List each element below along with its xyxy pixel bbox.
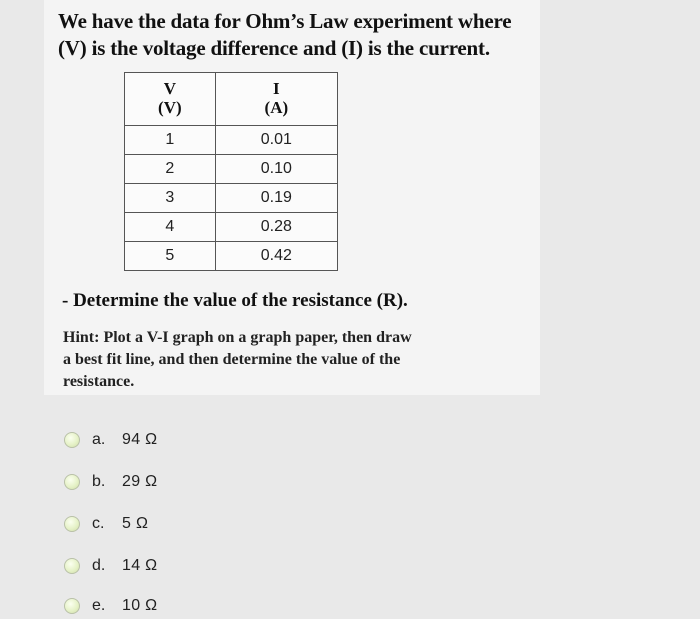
option-b[interactable] [64,469,157,495]
option-letter: d. [92,557,106,574]
header-voltage-unit: (V) [158,98,182,117]
table-row [125,242,338,271]
radio-button[interactable] [64,474,80,490]
table-row [125,155,338,184]
task-determine: - Determine the value of the resistance (R). [62,290,408,311]
table-row [125,184,338,213]
option-text: 94 Ω [122,431,158,448]
data-table [124,72,338,271]
option-letter: a. [92,431,106,448]
option-d[interactable] [64,553,157,579]
header-current [215,73,337,126]
option-text: 29 Ω [122,473,158,490]
table-row [125,126,338,155]
option-text: 14 Ω [122,557,158,574]
cell-current: 0.19 [215,184,337,213]
question-text: We have the data for Ohm’s Law experiment where (V) is the voltage difference and (I) is the current. [58,9,512,60]
cell-voltage: 1 [125,126,216,155]
cell-current: 0.42 [215,242,337,271]
radio-button[interactable] [64,432,80,448]
option-a[interactable] [64,427,157,453]
header-voltage-symbol: V [163,79,176,98]
cell-voltage: 4 [125,213,216,242]
option-letter: e. [92,597,106,614]
option-letter: b. [92,473,106,490]
cell-current: 0.10 [215,155,337,184]
table-row [125,213,338,242]
header-current-unit: (A) [264,98,289,117]
table-header-row [125,73,338,126]
cell-voltage: 3 [125,184,216,213]
cell-voltage: 2 [125,155,216,184]
header-current-symbol: I [273,79,280,98]
cell-voltage: 5 [125,242,216,271]
option-text: 5 Ω [122,515,149,532]
option-text: 10 Ω [122,597,158,614]
option-letter: c. [92,515,105,532]
header-voltage [125,73,216,126]
radio-button[interactable] [64,516,80,532]
radio-button[interactable] [64,558,80,574]
task-hint: Hint: Plot a V-I graph on a graph paper, then draw a best fit line, and then determine the value of the resistance. [63,329,412,390]
option-e[interactable] [64,593,157,619]
cell-current: 0.01 [215,126,337,155]
option-c[interactable] [64,511,148,537]
cell-current: 0.28 [215,213,337,242]
